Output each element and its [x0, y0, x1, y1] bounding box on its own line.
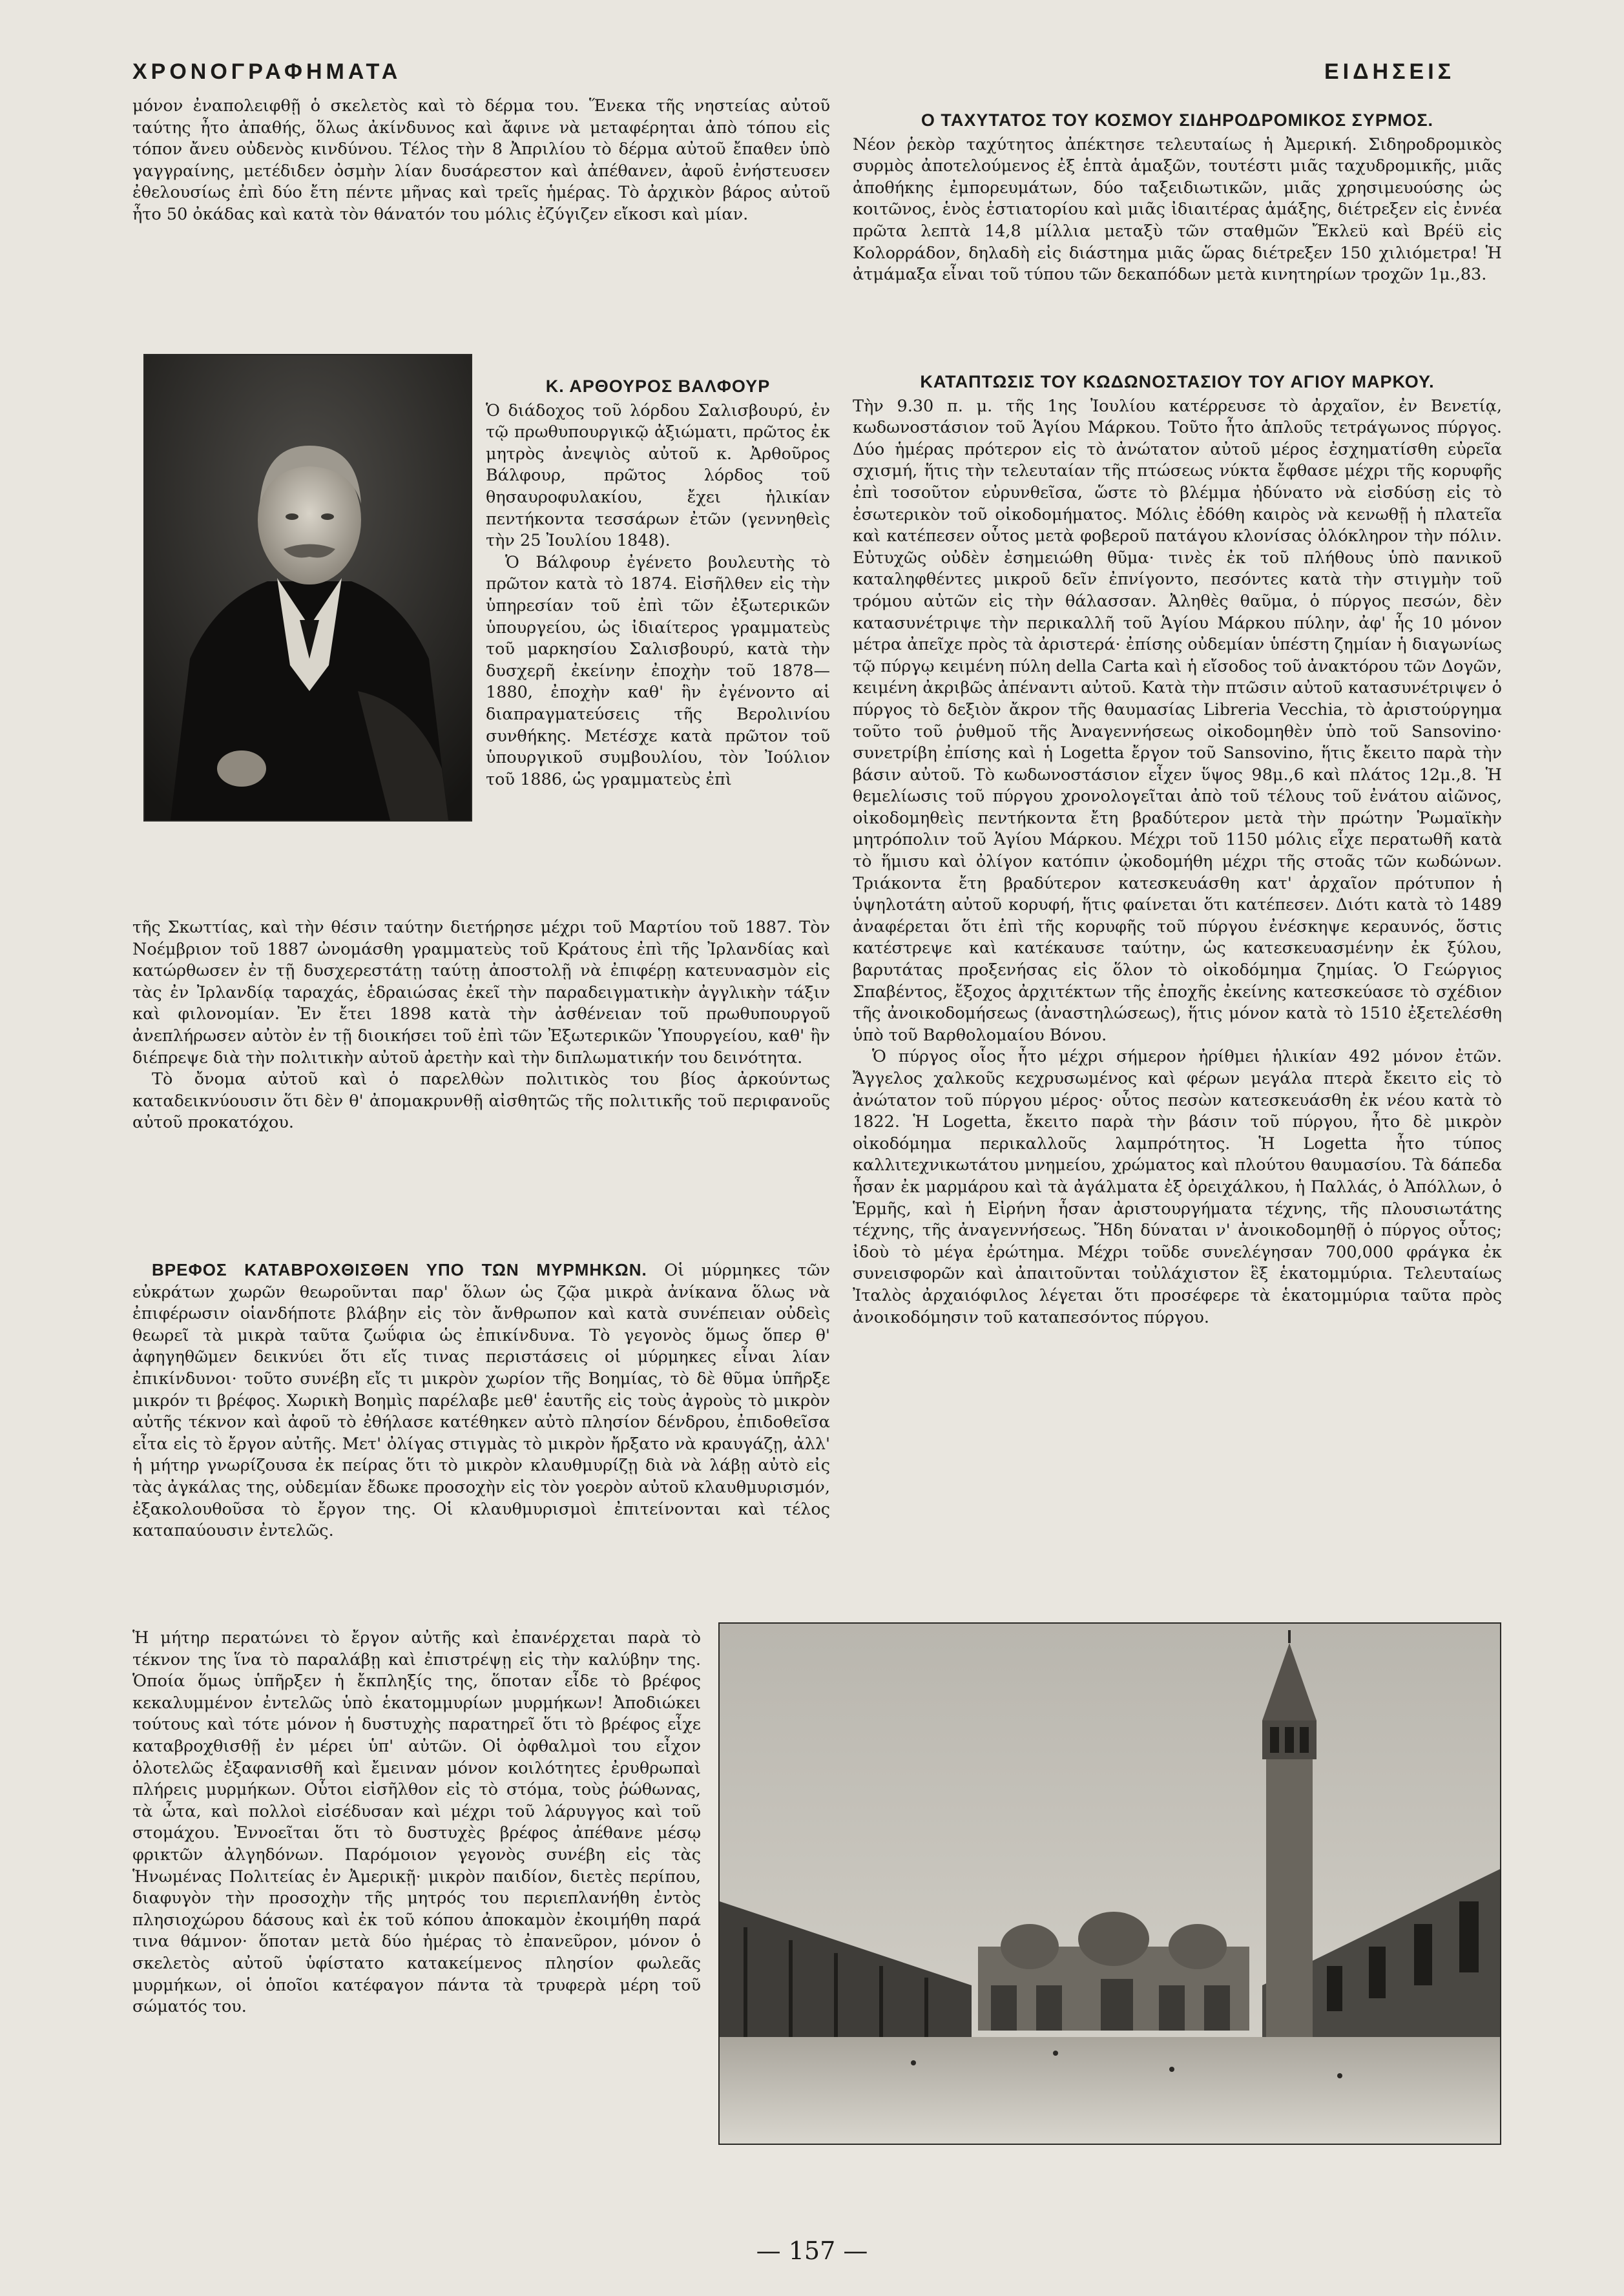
train-title: Ο ΤΑΧΥΤΑΤΟΣ ΤΟΥ ΚΟΣΜΟΥ ΣΙΔΗΡΟΔΡΟΜΙΚΟΣ ΣΥΡΜΟΣ.: [921, 110, 1434, 130]
running-head-left: ΧΡΟΝΟΓΡΑΦΗΜΑΤΑ: [132, 59, 402, 84]
infant-paragraph-1: [132, 1259, 830, 1542]
train-article: [853, 110, 1502, 286]
balfour-title: Κ. ΑΡΘΟΥΡΟΣ ΒΑΛΦΟΥΡ: [545, 377, 771, 396]
balfour-portrait: [143, 354, 472, 822]
page-number: — 157 —: [756, 2237, 868, 2265]
train-paragraph: Νέον ῥεκὸρ ταχύτητος ἀπέκτησε τελευταίως ἡ Ἀμερική. Σιδηροδρομικὸς συρμὸς ἀποτελούμενος ἐξ ἑπτὰ ἁμαξῶν, τουτέστι μιᾶς ταχυδρομικῆς, μιᾶς ἀποθήκης ἐμπορευμάτων, δύο ταξειδιωτικῶν, μιᾶς χρησιμευούσης ὡς κοιτῶνος, ἑνὸς ἑστιατορίου καὶ μιᾶς ἰδιαιτέρας ἁμάξης, διέτρεξεν εἰς ἐννέα πρῶτα λεπτὰ 14,8 μίλλια μεταξὺ τῶν σταθμῶν Ἔκλεϋ καὶ Βρέϋ εἰς Κολορράδον, δηλαδὴ εἰς διάστημα μιᾶς ὥρας διέτρεξεν 150 χιλιόμετρα! Ἡ ἀτμάμαξα εἶναι τοῦ τύπου τῶν δεκαπόδων μετὰ κινητηρίων τροχῶν 1μ.,83.: [853, 134, 1502, 285]
intro-paragraph-block: [132, 96, 830, 226]
infant-article-narrow: [132, 1628, 701, 2018]
infant-title: ΒΡΕΦΟΣ ΚΑΤΑΒΡΟΧΘΙΣΘΕΝ ΥΠΟ ΤΩΝ ΜΥΡΜΗΚΩΝ.: [152, 1260, 647, 1279]
intro-paragraph: μόνον ἐναπολειφθῇ ὁ σκελετὸς καὶ τὸ δέρμα του. Ἕνεκα τῆς νηστείας αὐτοῦ ταύτης ἦτο ἀπαθής, ὅλως ἀκίνδυνος καὶ ἄφινε νὰ μεταφέρηται ἀπὸ τόπου εἰς τόπον ἄνευ οὐδενὸς κινδύνου. Τέλος τὴν 8 Ἀπριλίου τὸ δέρμα αὐτοῦ ἔπαθεν ὑπὸ γαγγραίνης, μετέδιδεν ὀσμὴν λίαν δυσάρεστον καὶ ἀπέθανεν, ἀφοῦ ἐνήστευσεν ἐθελουσίως ἐπὶ δύο ἔτη πέντε μῆνας καὶ τρεῖς ἡμέρας. Τὸ ἀρχικὸν βάρος αὐτοῦ ἦτο 50 ὀκάδας καὶ κατὰ τὸν θάνατόν του μόλις ἐζύγιζεν εἴκοσι καὶ μίαν.: [132, 96, 830, 224]
infant-paragraph-1-text: Οἱ μύρμηκες τῶν εὐκράτων χωρῶν θεωροῦνται παρ' ὅλων ὡς ζῷα μικρὰ ἀνίκανα ὅλως νὰ ἐπιφέρωσιν οἱανδήποτε βλάβην εἰς τὸν ἄνθρωπον καὶ κατὰ συνέπειαν οὐδεὶς θεωρεῖ τὰ μικρὰ ταῦτα ζωΰφια ὡς ἐπικίνδυνα. Τὸ γεγονὸς ὅμως ὅπερ θ' ἀφηγηθῶμεν δεικνύει ὅτι εἴς τινας περιστάσεις οἱ μύρμηκες εἶναι λίαν ἐπικίνδυνοι· τοῦτο συνέβη εἴς τι μικρὸν χωρίον τῆς Βοημίας, τὸ δὲ θῦμα ὑπῆρξε μικρόν τι βρέφος. Χωρικὴ Βοημὶς παρέλαβε μεθ' ἑαυτῆς εἰς τοὺς ἀγροὺς τὸ μικρὸν αὐτῆς τέκνον καὶ ἀφοῦ τὸ ἐθήλασε κατέθηκεν αὐτὸ πλησίον δένδρου, ἐπιδοθεῖσα εἶτα εἰς τὸ ἔργον αὐτῆς. Μετ' ὀλίγας στιγμὰς τὸ μικρὸν ἤρξατο νὰ κραυγάζῃ, ἀλλ' ἡ μήτηρ γνωρίζουσα ἐκ πείρας ὅτι τὸ μικρὸν κλαυθμυρίζῃ διὰ νὰ λάβῃ αὐτὸ εἰς τὰς ἀγκάλας της, οὐδεμίαν ἔδωκε προσοχὴν εἰς τὸν γοερὸν αὐτοῦ κλαυθμυρισμόν, ἐξακολουθοῦσα τὸ ἔργον της. Οἱ κλαυθμυρισμοὶ ἐπιτείνονται καὶ τέλος καταπαύουσιν ἐντελῶς.: [132, 1261, 830, 1541]
piazza-san-marco-photo: [718, 1622, 1501, 2145]
infant-paragraph-2: Ἡ μήτηρ περατώνει τὸ ἔργον αὐτῆς καὶ ἐπανέρχεται παρὰ τὸ τέκνον της ἵνα τὸ παραλάβῃ καὶ ἐπιστρέψῃ εἰς τὴν καλύβην της. Ὁποία ὅμως ὑπῆρξεν ἡ ἔκπληξίς της, ὅποταν εἶδε τὸ βρέφος κεκαλυμμένον ἐντελῶς ὑπὸ ἑκατομμυρίων μυρμήκων! Ἀποδιώκει τούτους καὶ τότε μόνον ἡ δυστυχὴς παρατηρεῖ ὅτι τὸ βρέφος εἶχε καταβροχθισθῇ ἐν μέρει ὑπ' αὐτῶν. Οἱ ὀφθαλμοὶ του εἶχον ὁλοτελῶς ἐξαφανισθῆ καὶ ἔμειναν μόνον κοιλότητες ἐρυθρωπαὶ πλήρεις μυρμήκων. Οὗτοι εἰσῆλθον εἰς τὸ στόμα, τοὺς ῥώθωνας, τὰ ὦτα, καὶ πολλοὶ εἰσέδυσαν καὶ μέχρι τοῦ λάρυγγος καὶ τοῦ στομάχου. Ἐννοεῖται ὅτι τὸ δυστυχὲς βρέφος ἀπέθανε μέσῳ φρικτῶν ἀλγηδόνων. Παρόμοιον γεγονὸς συνέβη εἰς τὰς Ἡνωμένας Πολιτείας ἐν Ἀμερικῇ· μικρὸν παιδίον, διετὲς περίπου, διαφυγὸν τὴν προσοχὴν τῆς μητρός του περιεπλανήθη ἐντὸς πλησιοχώρου δάσους καὶ ἐκ τοῦ κόπου ἀποκαμὸν ἐκοιμήθη παρά τινα θάμνον· ὅποταν μετὰ δύο ἡμέρας τὸ ἐπανεῦρον, μόνον ὁ σκελετὸς αὐτοῦ ὑφίστατο κατακείμενος πλησίον φωλεᾶς μυρμήκων, οἱ ὁποῖοι κατέφαγον πάντα τὰ τρυφερὰ μέρη τοῦ σώματός του.: [132, 1628, 701, 2017]
portrait-photo-icon: [145, 355, 471, 820]
campanile-title: ΚΑΤΑΠΤΩΣΙΣ ΤΟΥ ΚΩΔΩΝΟΣΤΑΣΙΟΥ ΤΟΥ ΑΓΙΟΥ ΜΑΡΚΟΥ.: [920, 372, 1435, 391]
balfour-article: [486, 376, 830, 791]
balfour-paragraph-3: Τὸ ὄνομα αὐτοῦ καὶ ὁ παρελθὼν πολιτικὸς του βίος ἀρκούντως καταδεικνύουσιν ὅτι δὲν θ' ἀπομακρυνθῇ αἰσθητῶς τῆς πολιτικῆς τοῦ περιφανοῦς αὐτοῦ προκατόχου.: [132, 1070, 830, 1133]
campanile-paragraph-1: Τὴν 9.30 π. μ. τῆς 1ης Ἰουλίου κατέρρευσε τὸ ἀρχαῖον, ἐν Βενετίᾳ, κωδωνοστάσιον τοῦ Ἁγίου Μάρκου. Τοῦτο ἦτο ἁπλοῦς τετράγωνος πύργος. Δύο ἡμέρας πρότερον εἰς τὸ ἀνώτατον αὐτοῦ μέρος ἐσχηματίσθη εὐρεῖα σχισμή, ἥτις τὴν τελευταίαν τῆς πτώσεως νύκτα ἔφθασε μέχρι τῆς κορυφῆς ἐπὶ τοσοῦτον εὐρυνθεῖσα, ὥστε τὸ βλέμμα ἠδύνατο νὰ εἰσδύσῃ εἰς τὸ ἐσωτερικὸν τοῦ οἰκοδομήματος. Μόλις ἐδόθη καιρὸς νὰ κενωθῇ ἡ πλατεῖα καὶ κατέπεσεν οὗτος μετὰ φοβεροῦ πατάγου κλονίσας ὁλόκληρον τὴν πόλιν. Εὐτυχῶς οὐδὲν ἐσημειώθη θῦμα· τινὲς ἐκ τοῦ πλήθους ὑπὸ πανικοῦ καταληφθέντες μικροῦ δεῖν ἐπνίγοντο, πεσόντες κατὰ τὴν στιγμὴν τοῦ τρόμου αὐτῶν εἰς τὴν θάλασσαν. Ἀληθὲς θαῦμα, ὁ πύργος πεσών, δὲν κατασυνέτριψε τὴν περικαλλῆ τοῦ Ἁγίου Μάρκου πύλην, ἀφ' ἧς 10 μόνον μέτρα ἀπεῖχε πρὸς τὰ ἀριστερά· ἐπίσης οὐδεμίαν ὑπέστη ζημίαν ἡ διαγωνίως τῷ πύργῳ κειμένη πύλη della Carta καὶ ἡ εἴσοδος τοῦ ἀνακτόρου τῶν Δογῶν, κειμένη ἀκριβῶς ἀπέναντι αὐτοῦ. Κατὰ τὴν πτῶσιν αὐτοῦ κατασυνέτριψεν ὁ πύργος τὸ δεξιὸν ἄκρον τῆς θαυμασίας Libreria Vecchia, τὸ ἀριστούργημα τοῦτο τοῦ ῥυθμοῦ τῆς Ἀναγεννήσεως οἰκοδομηθὲν ὑπὸ τοῦ Sansovino· συνετρίβη ἐπίσης καὶ ἡ Logetta ἔργον τοῦ Sansovino, ἥτις ἔκειτο παρὰ τὴν βάσιν αὐτοῦ. Τὸ κωδωνοστάσιον εἶχεν ὕψος 98μ.,6 καὶ πλάτος 12μ.,8. Ἡ θεμελίωσις τοῦ πύργου χρονολογεῖται ἀπὸ τοῦ τέλους τοῦ ἐνάτου αἰῶνος, οἰκοδομηθεὶς πεντήκοντα ἔτη βραδύτερον μετὰ τὴν πρώτην Ῥωμαϊκὴν μητρόπολιν τοῦ Ἁγίου Μάρκου. Μέχρι τοῦ 1150 μόλις εἶχε περατωθῆ κατὰ τὸ ἥμισυ καὶ ὀλίγον κατόπιν ᾠκοδομήθη μέχρι τῆς στοᾶς τῶν κωδώνων. Τριάκοντα ἔτη βραδύτερον κατεσκευάσθη κατ' ἀρχαῖον πρότυπον ἡ ὑψηλοτάτη αὐτοῦ κορυφή, ἥτις φαίνεται ὅτι κατέπεσεν. Διότι κατὰ τὸ 1489 ἀναφέρεται ὅτι ἐπὶ τῆς κορυφῆς τοῦ πύργου ἐνέσκηψε κεραυνός, ὅστις κατέστρεψε καὶ κατέκαυσε ταύτην, ὡς κατεσκευασμένην ἐκ ξύλου, βαρυτάτας προξενήσας εἰς ὅλον τὸ οἰκοδόμημα ζημίας. Ὁ Γεώργιος Σπαβέντος, ἔξοχος ἀρχιτέκτων τῆς ἐποχῆς ἐκείνης κατεσκεύασε τὸ σχέδιον τῆς ἀνοικοδομήσεως (ἀναστηλώσεως), ἥτις μόνον κατὰ τὸ 1510 ἐξετελέσθη ὑπὸ τοῦ Βαρθολομαίου Βόνου.: [853, 396, 1502, 1045]
balfour-paragraph-2-continued: τῆς Σκωττίας, καὶ τὴν θέσιν ταύτην διετήρησε μέχρι τοῦ Μαρτίου τοῦ 1887. Τὸν Νοέμβριον τοῦ 1887 ὠνομάσθη γραμματεὺς τοῦ Κράτους ἐπὶ τῆς Ἰρλανδίας καὶ κατώρθωσεν ἐν τῇ δυσχερεστάτῃ ταύτῃ ἀποστολῇ νὰ ἐπιφέρῃ κατευνασμὸν εἰς τὰς ἐν Ἰρλανδίᾳ ταραχάς, ἑδραιώσας ἐκεῖ τὴν παραδειγματικὴν ἀγγλικὴν τάξιν καὶ φιλονομίαν. Ἐν ἔτει 1898 κατὰ τὴν ἀσθένειαν τοῦ πρωθυπουργοῦ ἀνεπλήρωσεν αὐτὸν ἐν τῇ διοικήσει τοῦ ἐπὶ τῶν Ἐξωτερικῶν Ὑπουργείου, καθ' ἣν διέπρεψε διὰ τὴν πολιτικὴν αὐτοῦ ἀρετὴν καὶ τὴν διπλωματικήν του δεινότητα.: [132, 918, 830, 1068]
balfour-paragraph-1: Ὁ διάδοχος τοῦ λόρδου Σαλισβουρύ, ἐν τῷ πρωθυπουργικῷ ἀξιώματι, πρῶτος ἐκ μητρὸς ἀνεψιὸς αὐτοῦ κ. Ἀρθοῦρος Βάλφουρ, πρῶτος λόρδος τοῦ θησαυροφυλακίου, ἔχει ἡλικίαν πεντήκοντα τεσσάρων ἐτῶν (γεννηθεὶς τὴν 25 Ἰουλίου 1848).: [486, 400, 830, 551]
balfour-paragraph-2: Ὁ Βάλφουρ ἐγένετο βουλευτὴς τὸ πρῶτον κατὰ τὸ 1874. Εἰσῆλθεν εἰς τὴν ὑπηρεσίαν τοῦ ἐπὶ τῶν ἐξωτερικῶν ὑπουργείου, ὡς ἰδιαίτερος γραμματεὺς τοῦ μαρκησίου Σαλισβουρύ, κατὰ τὴν δυσχερῆ ἐκείνην ἐποχὴν τοῦ 1878—1880, ἐποχὴν καθ' ἣν ἐγένοντο αἱ διαπραγματεύσεις τῆς Βερολινίου συνθήκης. Μετέσχε κατὰ πρῶτον τοῦ ὑπουργικοῦ συμβουλίου, τὸν Ἰούλιον τοῦ 1886, ὡς γραμματεὺς ἐπὶ: [486, 552, 830, 789]
infant-article: [132, 1259, 830, 1542]
campanile-article: [853, 371, 1502, 1329]
campanile-paragraph-2: Ὁ πύργος οἷος ἦτο μέχρι σήμερον ἠρίθμει ἡλικίαν 492 μόνον ἐτῶν. Ἄγγελος χαλκοῦς κεχρυσωμένος καὶ φέρων μεγάλα πτερὰ ἔκειτο εἰς τὸ ἀνώτατον τοῦ πύργου μέρος· οὗτος πεσὼν κατεσκευάσθη ἐκ νέου κατὰ τὸ 1822. Ἡ Logetta, ἔκειτο παρὰ τὴν βάσιν τοῦ πύργου, ἦτο δὲ μικρὸν οἰκοδόμημα περικαλλοῦς λαμπρότητος. Ἡ Logetta ἦτο τύπος καλλιτεχνικωτάτου μνημείου, χρώματος καὶ πλούτου θαυμασίου. Τὰ δάπεδα ἦσαν ἐκ μαρμάρου καὶ τὰ ἀγάλματα ἐξ ὀρειχάλκου, ἡ Παλλάς, ὁ Ἀπόλλων, ὁ Ἑρμῆς, καὶ ἡ Εἰρήνη ἦσαν ἀριστουργήματα τέχνης, τῆς πλουσιωτάτης τέχνης, τῆς ἀναγεννήσεως. Ἤδη δύναται ν' ἀνοικοδομηθῇ ὁ πύργος οὗτος; ἰδοὺ τὸ μέγα ἐρώτημα. Μέχρι τοῦδε συνελέγησαν 700,000 φράγκα ἐκ συνεισφορῶν καὶ ἀπαιτοῦνται τοὐλάχιστον ἓξ ἑκατομμύρια. Τελευταίως Ἰταλὸς ἀρχαιόφιλος λέγεται ὅτι προσέφερε τὰ ἑκατομμύρια ταῦτα πρὸς ἀνοικοδόμησιν τοῦ καταπεσόντος πύργου.: [853, 1047, 1502, 1327]
campanile-photo-icon: [720, 1624, 1500, 2144]
running-head-right: ΕΙΔΗΣΕΙΣ: [1324, 59, 1455, 84]
balfour-continuation: [132, 917, 830, 1134]
